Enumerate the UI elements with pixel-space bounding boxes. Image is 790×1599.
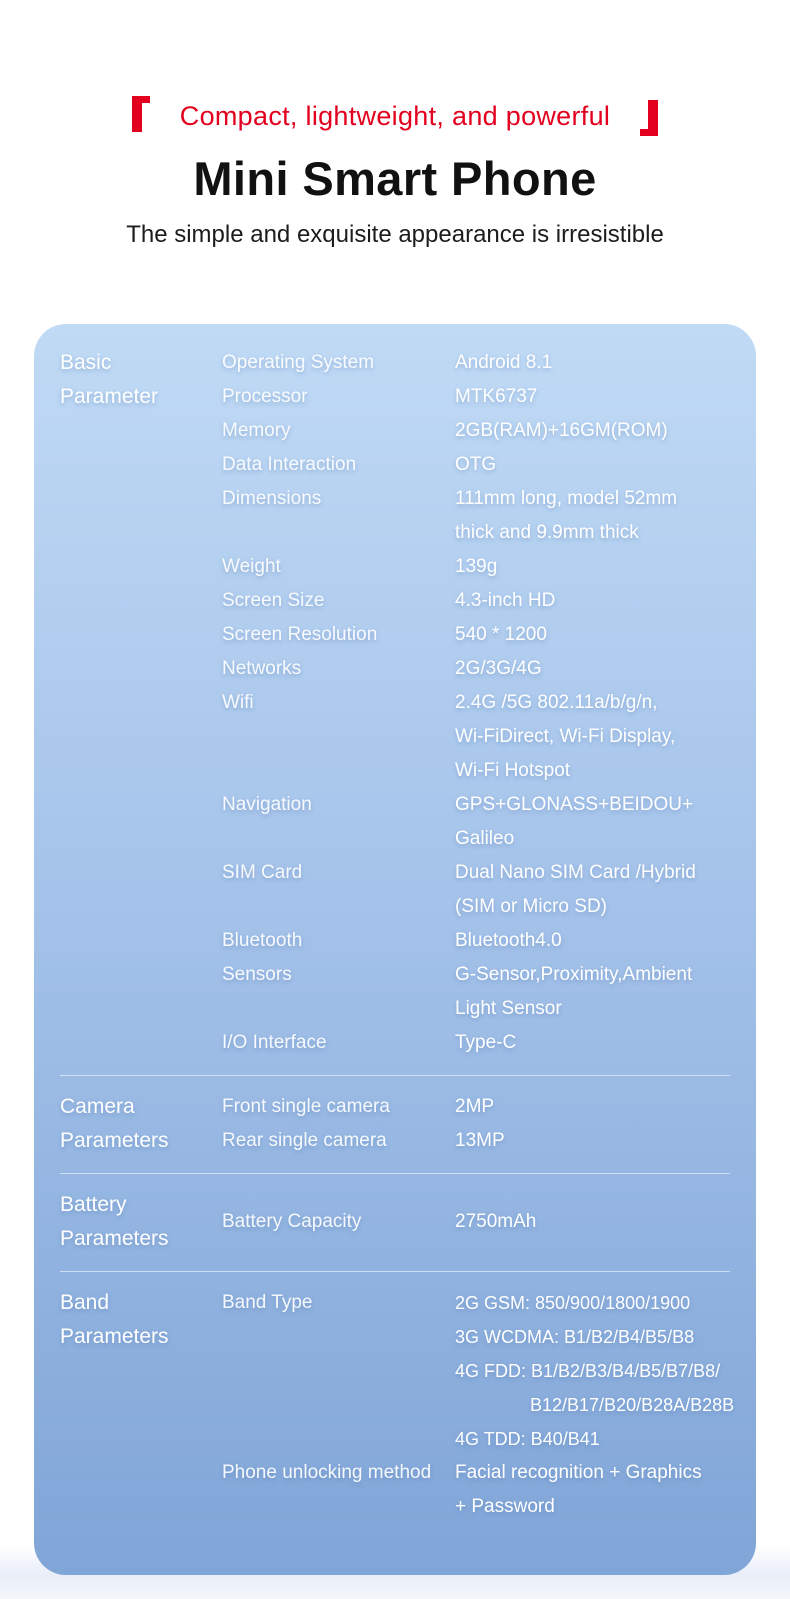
spec-row: [222, 1090, 730, 1124]
spec-value-line: 111mm long, model 52mm: [455, 488, 678, 509]
spec-value-line: 139g: [455, 556, 498, 577]
spec-label: Wifi: [222, 692, 254, 713]
spec-label: Navigation: [222, 794, 312, 815]
spec-label: Rear single camera: [222, 1130, 387, 1151]
spec-row: [222, 652, 730, 686]
spec-value-line: OTG: [455, 454, 497, 475]
page-title: Mini Smart Phone: [193, 152, 597, 205]
spec-value: [455, 1124, 730, 1158]
section-title: Battery Parameters: [60, 1193, 169, 1250]
spec-row: [222, 856, 730, 924]
spec-value-line: 4.3-inch HD: [455, 590, 556, 611]
spec-value: [455, 550, 730, 584]
spec-value: [455, 1286, 735, 1456]
section-rows: [222, 1205, 730, 1239]
spec-value-line: Wi-Fi Hotspot: [455, 760, 571, 781]
spec-label: Dimensions: [222, 488, 322, 509]
spec-label: Bluetooth: [222, 930, 303, 951]
spec-value: [455, 788, 730, 856]
section-camera-parameters: [60, 1075, 730, 1173]
spec-row: [222, 788, 730, 856]
spec-row: [222, 924, 730, 958]
corner-bracket-left-icon: [132, 96, 150, 132]
spec-value: [455, 618, 730, 652]
spec-row: [222, 1205, 730, 1239]
section-rows: [222, 1090, 730, 1158]
spec-label: Networks: [222, 658, 302, 679]
spec-value-line: 540 * 1200: [455, 624, 547, 645]
spec-value-line: GPS+GLONASS+BEIDOU+: [455, 794, 694, 815]
spec-row: [222, 380, 730, 414]
spec-row: [222, 584, 730, 618]
spec-label: Phone unlocking method: [222, 1462, 432, 1483]
section-rows: [222, 346, 730, 1060]
spec-label: SIM Card: [222, 862, 303, 883]
spec-label: Front single camera: [222, 1096, 390, 1117]
section-title: Camera Parameters: [60, 1095, 169, 1152]
spec-value-line: Light Sensor: [455, 998, 562, 1019]
spec-value-line: MTK6737: [455, 386, 538, 407]
spec-value-line: 4G FDD: B1/B2/B3/B4/B5/B7/B8/: [455, 1361, 721, 1381]
section-rows: [222, 1286, 735, 1524]
spec-label: I/O Interface: [222, 1032, 327, 1053]
spec-row: [222, 414, 730, 448]
spec-value-line: 4G TDD: B40/B41: [455, 1429, 600, 1449]
spec-card: [34, 324, 756, 1575]
spec-row: [222, 482, 730, 550]
spec-value-line: G-Sensor,Proximity,Ambient: [455, 964, 693, 985]
spec-label: Data Interaction: [222, 454, 357, 475]
spec-value: [455, 686, 730, 788]
spec-value-line: Wi-FiDirect, Wi-Fi Display,: [455, 726, 676, 747]
spec-label: Battery Capacity: [222, 1211, 362, 1232]
spec-value-line: 2G GSM: 850/900/1800/1900: [455, 1293, 691, 1313]
spec-value: [455, 482, 730, 550]
spec-value: [455, 1456, 730, 1524]
spec-row: [222, 1026, 730, 1060]
spec-value-line: Type-C: [455, 1032, 517, 1053]
spec-value: [455, 584, 730, 618]
spec-value: [455, 414, 730, 448]
corner-bracket-right-icon: [640, 100, 658, 136]
page-subtitle: The simple and exquisite appearance is irresistible: [126, 221, 664, 248]
section-basic-parameter: [60, 346, 730, 1075]
spec-value: [455, 856, 730, 924]
spec-label: Sensors: [222, 964, 292, 985]
spec-label: Memory: [222, 420, 291, 441]
spec-row: [222, 448, 730, 482]
spec-value-line: 2750mAh: [455, 1211, 537, 1232]
section-band-parameters: [60, 1271, 735, 1539]
spec-value-line: 2MP: [455, 1096, 495, 1117]
spec-value-line: Dual Nano SIM Card /Hybrid: [455, 862, 696, 883]
spec-label: Screen Resolution: [222, 624, 378, 645]
spec-value: [455, 380, 730, 414]
spec-row: [222, 1124, 730, 1158]
spec-value-line: thick and 9.9mm thick: [455, 522, 639, 543]
tagline-text: Compact, lightweight, and powerful: [179, 100, 611, 131]
spec-value-line: (SIM or Micro SD): [455, 896, 607, 917]
spec-row: [222, 1286, 735, 1456]
spec-value: [455, 652, 730, 686]
spec-value: [455, 958, 730, 1026]
spec-label: Operating System: [222, 352, 375, 373]
spec-label: Band Type: [222, 1292, 313, 1313]
spec-value-line: B12/B17/B20/B28A/B28B: [530, 1395, 735, 1415]
spec-value-line: 3G WCDMA: B1/B2/B4/B5/B8: [455, 1327, 695, 1347]
spec-value-line: Android 8.1: [455, 352, 553, 373]
spec-value: [455, 346, 730, 380]
page-header: [0, 0, 790, 249]
spec-label: Screen Size: [222, 590, 325, 611]
spec-label: Processor: [222, 386, 308, 407]
spec-value-line: 2.4G /5G 802.11a/b/g/n,: [455, 692, 658, 713]
spec-value-line: 2GB(RAM)+16GM(ROM): [455, 420, 668, 441]
spec-value: [455, 1090, 730, 1124]
spec-row: [222, 958, 730, 1026]
spec-value: [455, 924, 730, 958]
spec-label: Weight: [222, 556, 281, 577]
tagline-badge: [0, 98, 790, 134]
spec-row: [222, 550, 730, 584]
section-title: Band Parameters: [60, 1291, 169, 1348]
spec-row: [222, 1456, 730, 1524]
spec-value-line: + Password: [455, 1496, 555, 1517]
spec-value: [455, 1205, 730, 1239]
spec-value: [455, 1026, 730, 1060]
spec-value-line: Galileo: [455, 828, 515, 849]
spec-value: [455, 448, 730, 482]
section-battery-parameters: [60, 1173, 730, 1271]
spec-row: [222, 346, 730, 380]
spec-value-line: Bluetooth4.0: [455, 930, 562, 951]
spec-value-line: 13MP: [455, 1130, 505, 1151]
spec-row: [222, 686, 730, 788]
section-title: Basic Parameter: [60, 351, 159, 408]
spec-row: [222, 618, 730, 652]
spec-value-line: 2G/3G/4G: [455, 658, 542, 679]
spec-value-line: Facial recognition + Graphics: [455, 1462, 702, 1483]
